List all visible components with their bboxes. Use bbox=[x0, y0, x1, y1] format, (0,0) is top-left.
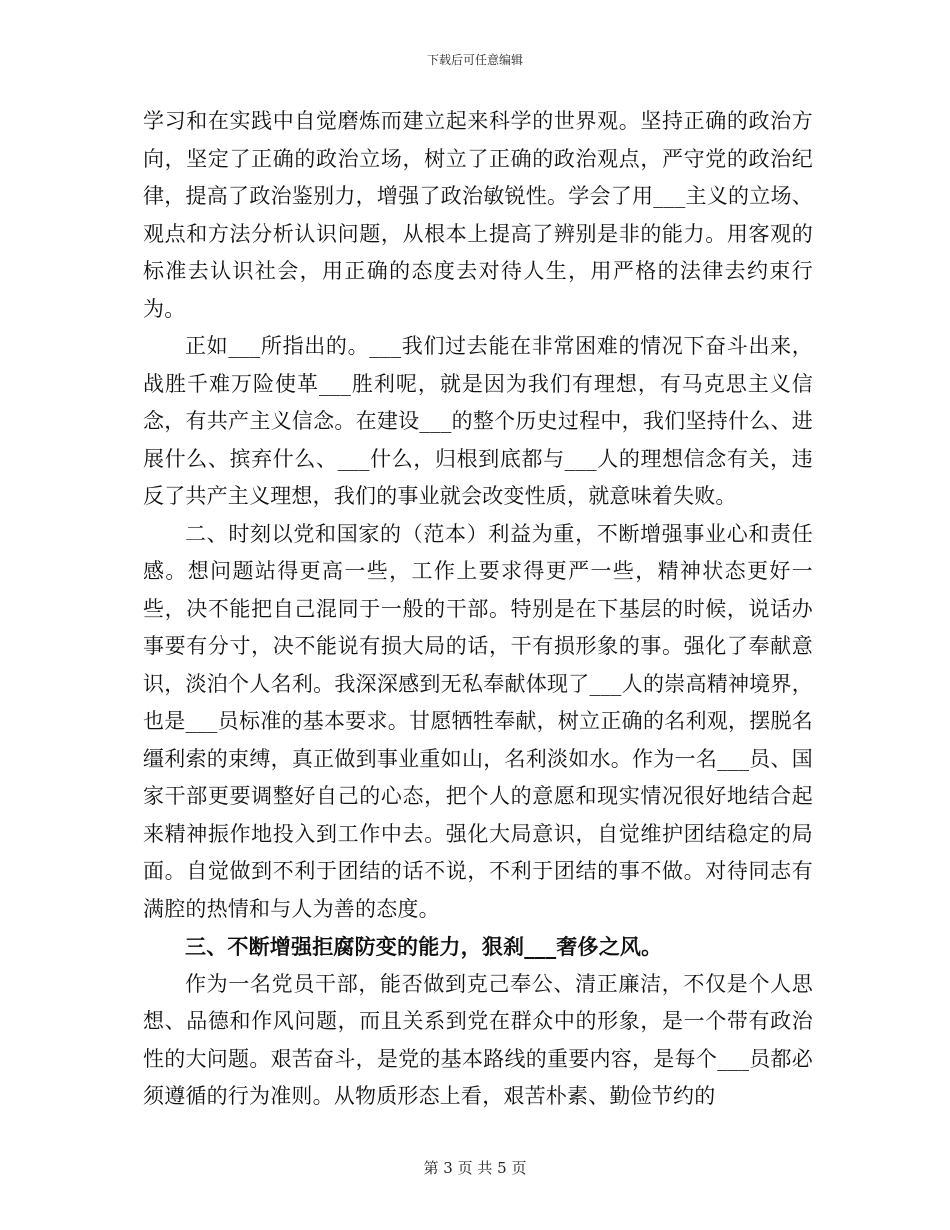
page-header: 下载后可任意编辑 bbox=[426, 53, 523, 67]
paragraph-2: 正如___所指出的。___我们过去能在非常困难的情况下奋斗出来，战胜千难万险使革___胜利呢，就是因为我们有理想，有马克思主义信念，有共产主义信念。在建设___的整个历史过程中，我们坚持什么、进展什么、摈弃什么、___什么，归根到底都与___人的理想信念有关，违反了共产主义理想，我们的事业就会改变性质，就意味着失败。 bbox=[143, 334, 813, 508]
page-number: 第 3 页 共 5 页 bbox=[423, 1159, 527, 1177]
paragraph-4: 作为一名党员干部，能否做到克己奉公、清正廉洁，不仅是个人思想、品德和作风问题，而且关系到党在群众中的形象，是一个带有政治性的大问题。艰苦奋斗，是党的基本路线的重要内容，是每个___员都必须遵循的行为准则。从物质形态上看，艰苦朴素、勤俭节约的 bbox=[143, 971, 813, 1108]
section-heading: 三、不断增强拒腐防变的能力，狠刹___奢侈之风。 bbox=[185, 934, 663, 959]
document-body bbox=[143, 103, 813, 1116]
paragraph-1: 学习和在实践中自觉磨炼而建立起来科学的世界观。坚持正确的政治方向，坚定了正确的政治立场，树立了正确的政治观点，严守党的政治纪律，提高了政治鉴别力，增强了政治敏锐性。学会了用___主义的立场、观点和方法分析认识问题，从根本上提高了辨别是非的能力。用客观的标准去认识社会，用正确的态度去对待人生，用严格的法律去约束行为。 bbox=[143, 109, 813, 321]
paragraph-3: 二、时刻以党和国家的（范本）利益为重，不断增强事业心和责任感。想问题站得更高一些，工作上要求得更严一些，精神状态更好一些，决不能把自己混同于一般的干部。特别是在下基层的时候，说话办事要有分寸，决不能说有损大局的话，干有损形象的事。强化了奉献意识，淡泊个人名利。我深深感到无私奉献体现了___人的崇高精神境界，也是___员标准的基本要求。甘愿牺牲奉献，树立正确的名利观，摆脱名缰利索的束缚，真正做到事业重如山，名利淡如水。作为一名___员、国家干部更要调整好自己的心态，把个人的意愿和现实情况很好地结合起来精神振作地投入到工作中去。强化大局意识，自觉维护团结稳定的局面。自觉做到不利于团结的话不说，不利于团结的事不做。对待同志有满腔的热情和与人为善的态度。 bbox=[143, 521, 813, 921]
